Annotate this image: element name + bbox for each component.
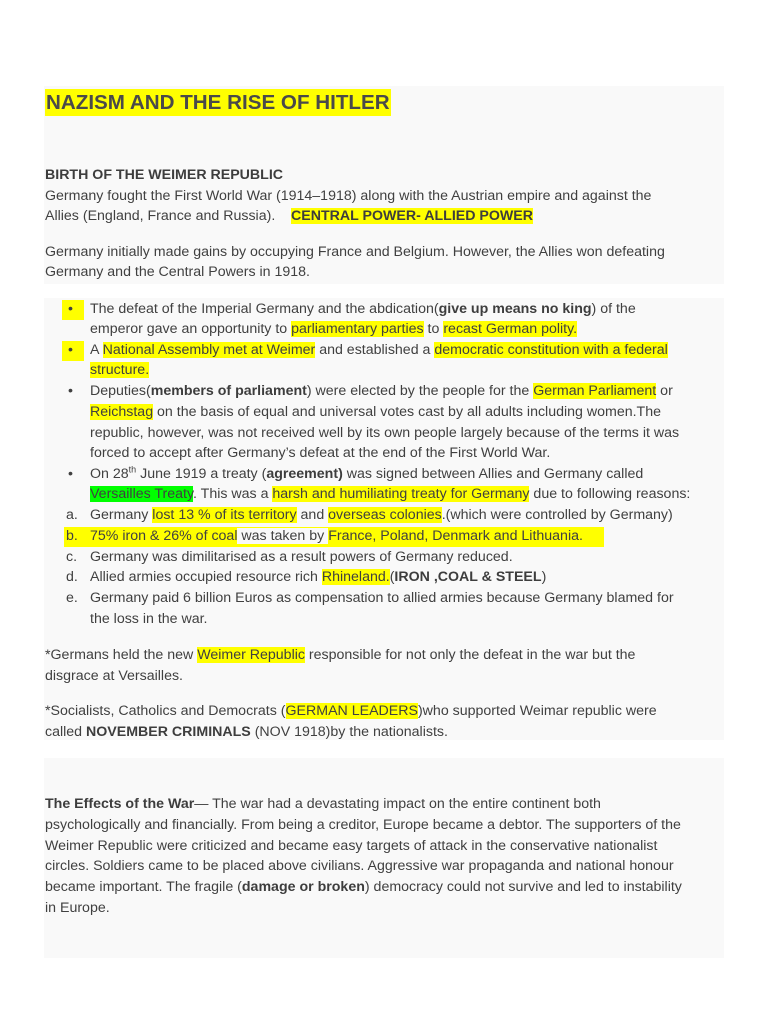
list-item-line: Versailles Treaty. This was a harsh and humiliating treaty for Germany due to following reasons: — [90, 486, 691, 502]
effects-paragraph: The Effects of the War— The war had a devastating impact on the entire continent both — [45, 796, 601, 812]
list-label: e. — [66, 590, 78, 606]
list-item: The defeat of the Imperial Germany and the abdication(give up means no king) of the — [90, 301, 636, 317]
list-label: a. — [66, 507, 78, 523]
list-item: A National Assembly met at Weimer and established a democratic constitution with a federal — [90, 342, 668, 358]
list-label: d. — [66, 569, 78, 585]
paragraph-line: Germany fought the First World War (1914–1918) along with the Austrian empire and against the — [45, 188, 652, 204]
paragraph-line: Weimer Republic were criticized and became easy targets of attack in the conservative nationalist — [45, 838, 658, 854]
list-label: c. — [66, 549, 78, 565]
list-item-line: Reichstag on the basis of equal and universal votes cast by all adults including women.The — [90, 404, 661, 420]
paragraph-line: psychologically and financially. From being a creditor, Europe became a debtor. The supporters of the — [45, 817, 681, 833]
list-item: 75% iron & 26% of coal was taken by France, Poland, Denmark and Lithuania. — [90, 528, 583, 544]
bullet-icon: • — [68, 383, 73, 399]
bullet-highlight — [62, 341, 84, 361]
bullet-icon: • — [68, 301, 73, 317]
list-item: Germany was dimilitarised as a result powers of Germany reduced. — [90, 549, 513, 565]
bullet-icon: • — [68, 466, 73, 482]
paragraph-line: in Europe. — [45, 900, 110, 916]
paragraph-line: Germany and the Central Powers in 1918. — [45, 264, 310, 280]
list-label: b. — [66, 528, 78, 544]
note-paragraph: *Socialists, Catholics and Democrats (GERMAN LEADERS)who supported Weimar republic were — [45, 703, 657, 719]
list-item: Germany lost 13 % of its territory and overseas colonies.(which were controlled by Germany) — [90, 507, 673, 523]
note-line: disgrace at Versailles. — [45, 668, 184, 684]
list-item-line: structure. — [90, 362, 150, 378]
highlight: CENTRAL POWER- ALLIED POWER — [291, 208, 534, 224]
list-item: Germany paid 6 billion Euros as compensation to allied armies because Germany blamed for — [90, 590, 674, 606]
list-item-line: emperor gave an opportunity to parliamentary parties to recast German polity. — [90, 321, 578, 337]
paragraph-line: circles. Soldiers came to be placed above civilians. Aggressive war propaganda and national honour — [45, 858, 674, 874]
list-item: Deputies(members of parliament) were elected by the people for the German Parliament or — [90, 383, 673, 399]
note-line: called NOVEMBER CRIMINALS (NOV 1918)by the nationalists. — [45, 724, 448, 740]
bullet-icon: • — [68, 342, 73, 358]
section-heading: BIRTH OF THE WEIMER REPUBLIC — [45, 167, 284, 183]
paragraph-line: Germany initially made gains by occupying France and Belgium. However, the Allies won defeating — [45, 244, 665, 260]
list-item-line: the loss in the war. — [90, 611, 208, 627]
paragraph-line: became important. The fragile (damage or broken) democracy could not survive and led to instability — [45, 879, 682, 895]
bullet-highlight — [62, 300, 84, 320]
page-title: NAZISM AND THE RISE OF HITLER — [46, 91, 390, 114]
list-item-line: forced to accept after Germany’s defeat at the end of the First World War. — [90, 445, 551, 461]
effects-heading: The Effects of the War — [45, 796, 195, 812]
list-item-line: republic, however, was not received well by its own people largely because of the terms it was — [90, 425, 680, 441]
paragraph-line: Allies (England, France and Russia). CENTRAL POWER- ALLIED POWER — [45, 208, 534, 224]
list-item: On 28th June 1919 a treaty (agreement) was signed between Allies and Germany called — [90, 464, 644, 482]
note-paragraph: *Germans held the new Weimer Republic responsible for not only the defeat in the war but the — [45, 647, 636, 663]
list-item: Allied armies occupied resource rich Rhineland.(IRON ,COAL & STEEL) — [90, 569, 547, 585]
